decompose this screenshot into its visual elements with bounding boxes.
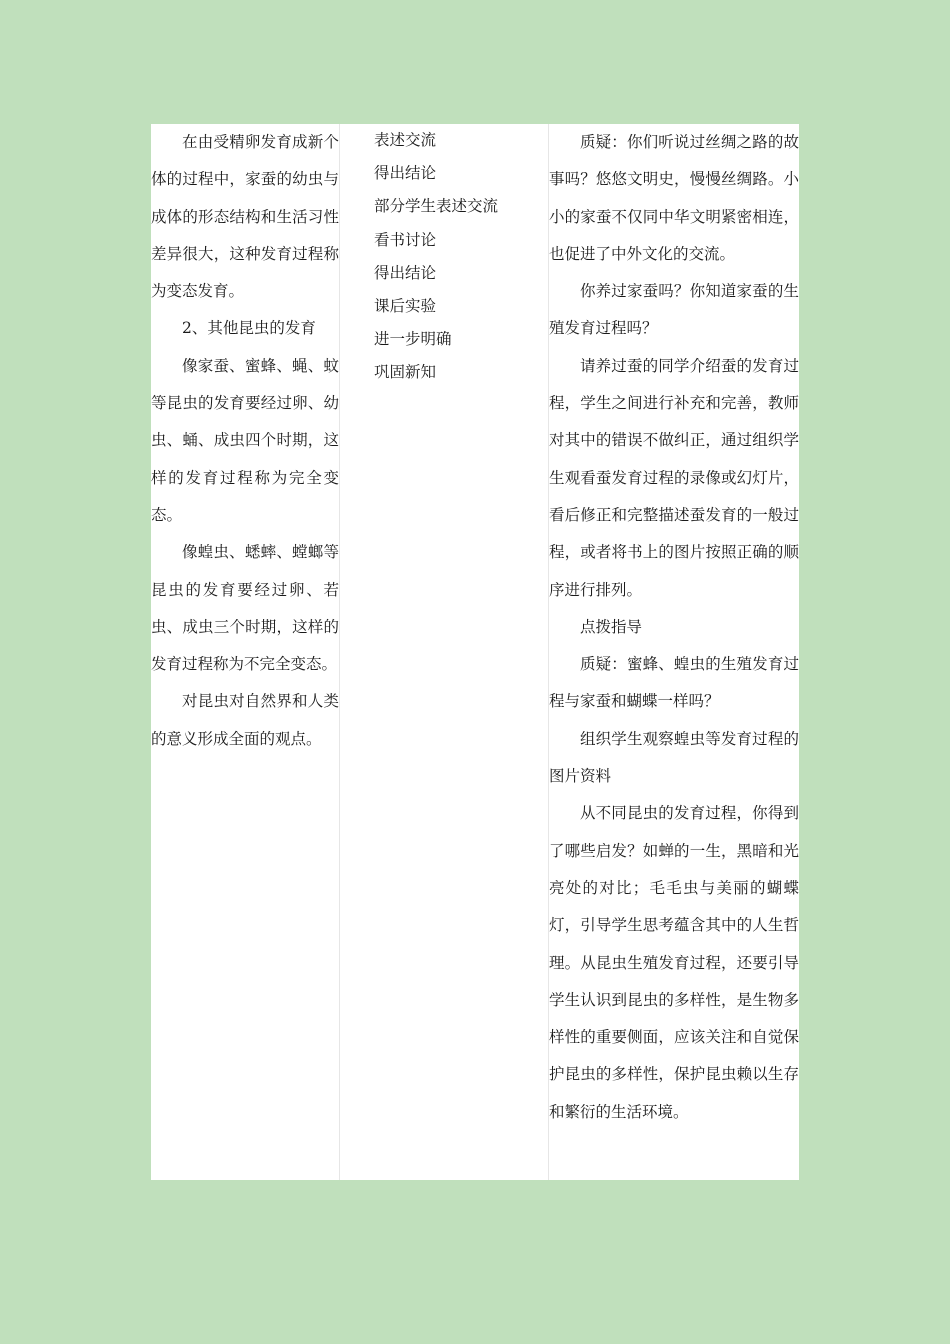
paragraph: 你养过家蚕吗？你知道家蚕的生殖发育过程吗？	[549, 282, 799, 338]
paragraph: 点拨指导	[580, 617, 643, 636]
list-item: 课后实验	[374, 297, 437, 316]
paragraph: 在由受精卵发育成新个体的过程中，家蚕的幼虫与成体的形态结构和生活习性差异很大，这种发育过程称为变态发育。	[151, 133, 339, 301]
list-item: 巩固新知	[374, 363, 437, 382]
paragraph: 像家蚕、蜜蜂、蝇、蚊等昆虫的发育要经过卵、幼虫、蛹、成虫四个时期，这样的发育过程称为完全变态。	[151, 356, 339, 524]
paragraph: 质疑：蜜蜂、蝗虫的生殖发育过程与家蚕和蝴蝶一样吗？	[549, 655, 799, 711]
paragraph: 对昆虫对自然界和人类的意义形成全面的观点。	[151, 692, 339, 748]
list-item: 进一步明确	[374, 330, 452, 349]
section-heading: 2、其他昆虫的发育	[182, 319, 316, 338]
table-column-teacher-activity	[549, 124, 799, 1180]
document-page	[151, 124, 799, 1180]
paragraph: 组织学生观察蝗虫等发育过程的图片资料	[549, 729, 799, 786]
paragraph: 请养过蚕的同学介绍蚕的发育过程，学生之间进行补充和完善，教师对其中的错误不做纠正，通过组织学生观看蚕发育过程的录像或幻灯片，看后修正和完整描述蚕发育的一般过程，或者将书上的图片按照正确的顺序进行排列。	[549, 356, 799, 599]
list-item: 表述交流	[374, 131, 437, 149]
paragraph: 从不同昆虫的发育过程，你得到了哪些启发？如蝉的一生，黑暗和光亮处的对比；毛毛虫与美丽的蝴蝶灯，引导学生思考蕴含其中的人生哲理。从昆虫生殖发育过程，还要引导学生认识到昆虫的多样性，是生物多样性的重要侧面，应该关注和自觉保护昆虫的多样性，保护昆虫赖以生存和繁衍的生活环境。	[549, 804, 799, 1121]
paragraph: 像蝗虫、蟋蟀、螳螂等昆虫的发育要经过卵、若虫、成虫三个时期，这样的发育过程称为不完全变态。	[151, 543, 339, 674]
list-item: 看书讨论	[374, 230, 437, 249]
table-column-student-activity	[340, 124, 549, 1180]
list-item: 得出结论	[374, 164, 437, 183]
paragraph: 质疑：你们听说过丝绸之路的故事吗？悠悠文明史，慢慢丝绸路。小小的家蚕不仅同中华文明紧密相连，也促进了中外文化的交流。	[549, 133, 799, 263]
table-column-content	[151, 124, 340, 1180]
list-item: 得出结论	[374, 263, 437, 282]
list-item: 部分学生表述交流	[374, 197, 499, 216]
